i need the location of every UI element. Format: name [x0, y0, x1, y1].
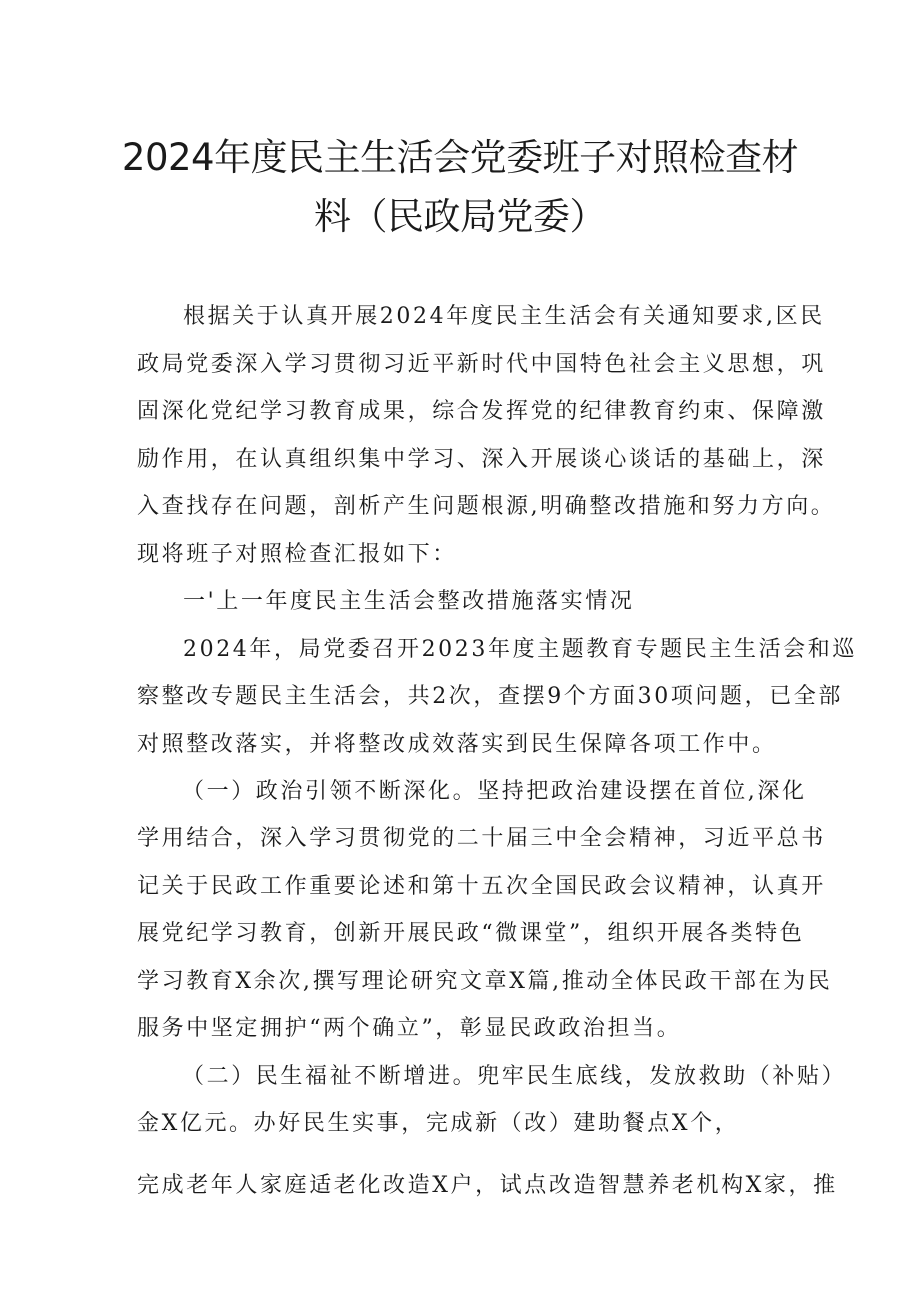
paragraph-welfare-line-1: （二）民生福祉不断增进。兜牢民生底线，发放救助（补贴） [182, 1064, 847, 1089]
paragraph-intro-line-6: 现将班子对照检查汇报如下： [137, 542, 457, 567]
section-heading-1: 一'上一年度民主生活会整改措施落实情况 [183, 589, 635, 614]
paragraph-politics-line-4: 展党纪学习教育，创新开展民政“微课堂”，组织开展各类特色 [137, 921, 805, 946]
paragraph-politics-line-6: 服务中坚定拥护“两个确立”，彰显民政政治担当。 [137, 1016, 682, 1041]
paragraph-intro-line-5: 入查找存在问题，剖析产生问题根源,明确整改措施和努力方向。 [137, 494, 836, 519]
paragraph-intro-line-1: 根据关于认真开展2024年度民主生活会有关通知要求,区民 [183, 304, 825, 329]
paragraph-intro-line-2: 政局党委深入学习贯彻习近平新时代中国特色社会主义思想，巩 [137, 352, 826, 377]
paragraph-intro-line-3: 固深化党纪学习教育成果，综合发挥党的纪律教育约束、保障激 [137, 399, 826, 424]
paragraph-welfare-line-2: 金X亿元。办好民生实事，完成新（改）建助餐点X个， [137, 1111, 740, 1136]
document-title-line-2: 料（民政局党委） [314, 195, 606, 238]
paragraph-politics-line-1: （一）政治引领不断深化。坚持把政治建设摆在首位,深化 [182, 779, 807, 804]
paragraph-summary-line-3: 对照整改落实，并将整改成效落实到民生保障各项工作中。 [137, 732, 777, 757]
paragraph-summary-line-2: 察整改专题民主生活会，共2次，查摆9个方面30项问题，已全部 [137, 684, 843, 709]
paragraph-politics-line-3: 记关于民政工作重要论述和第十五次全国民政会议精神，认真开 [137, 874, 826, 899]
paragraph-politics-line-2: 学用结合，深入学习贯彻党的二十届三中全会精神，习近平总书 [137, 826, 826, 851]
paragraph-summary-line-1: 2024年，局党委召开2023年度主题教育专题民主生活会和巡 [183, 637, 857, 662]
paragraph-welfare-line-3: 完成老年人家庭适老化改造X户，试点改造智慧养老机构X家，推 [137, 1173, 838, 1198]
document-title-line-1: 2024年度民主生活会党委班子对照检查材 [121, 136, 799, 179]
paragraph-politics-line-5: 学习教育X余次,撰写理论研究文章X篇,推动全体民政干部在为民 [137, 969, 833, 994]
paragraph-intro-line-4: 励作用，在认真组织集中学习、深入开展谈心谈话的基础上，深 [137, 447, 826, 472]
